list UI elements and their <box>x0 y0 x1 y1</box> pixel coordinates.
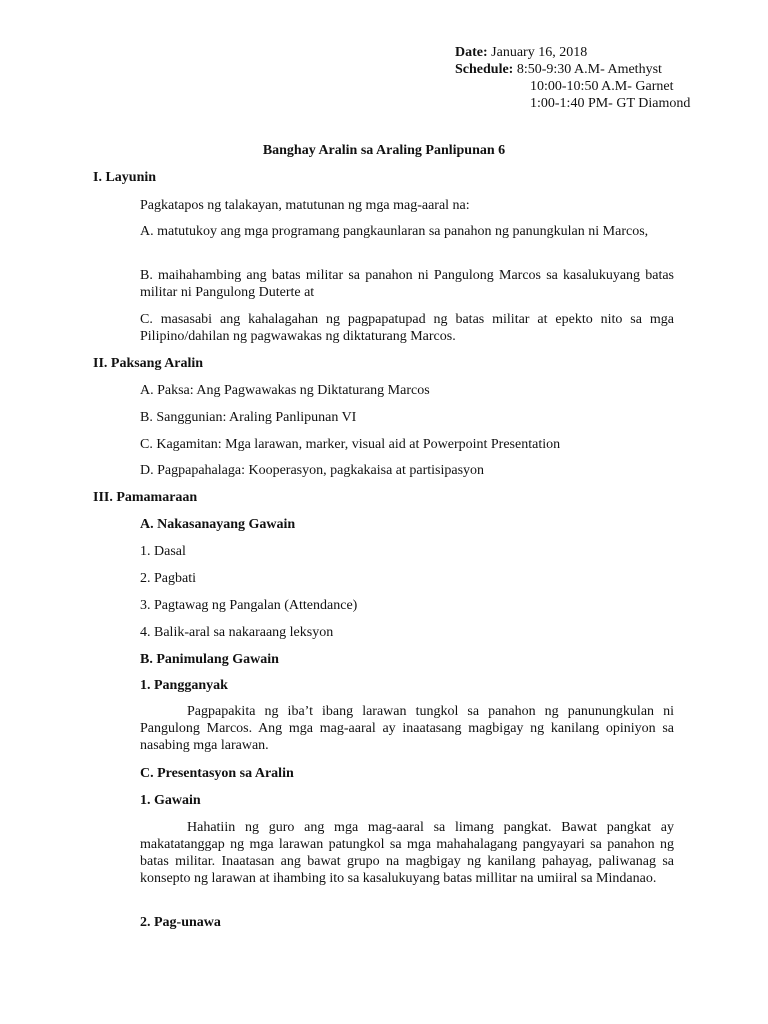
gawain-paragraph: Hahatiin ng guro ang mga mag-aaral sa limang pangkat. Bawat pangkat ay makatatanggap ng mga larawan patungkol sa mga mahahalagang pangyayari sa panahon ng batas militar. Inaatasan ang bawat grupo na magbigay ng kanilang pahayag, paliwanag sa konsepto ng larawan at ihambing ito sa kasalukuyang batas millitar na umiiral sa Mindanao. <box>140 820 674 886</box>
subheading-gawain: 1. Gawain <box>140 793 201 808</box>
layunin-item-b: B. maihahambing ang batas militar sa panahon ni Pangulong Marcos sa kasalukuyang batas militar ni Pangulong Duterte at <box>140 268 674 300</box>
section-heading-paksang-aralin: II. Paksang Aralin <box>93 356 204 371</box>
document-title: Banghay Aralin sa Araling Panlipunan 6 <box>262 143 506 158</box>
subheading-presentasyon: C. Presentasyon sa Aralin <box>140 766 294 781</box>
subheading-panimulang-gawain: B. Panimulang Gawain <box>140 652 279 667</box>
date-value: January 16, 2018 <box>491 45 588 60</box>
schedule-line-3: 1:00-1:40 PM- GT Diamond <box>530 96 691 111</box>
list-item: 4. Balik-aral sa nakaraang leksyon <box>140 625 334 640</box>
layunin-item-c: C. masasabi ang kahalagahan ng pagpapatupad ng batas militar at epekto nito sa mga Pilipino/dahilan ng pagwawakas ng diktaturang Marcos. <box>140 312 674 344</box>
date-label: Date: <box>455 45 488 60</box>
layunin-intro: Pagkatapos ng talakayan, matutunan ng mga mag-aaral na: <box>140 198 470 213</box>
subheading-nakasanayang-gawain: A. Nakasanayang Gawain <box>140 517 296 532</box>
pagpapahalaga-item: D. Pagpapahalaga: Kooperasyon, pagkakaisa at partisipasyon <box>140 463 485 478</box>
header-block <box>455 44 690 112</box>
subheading-pangganyak: 1. Pangganyak <box>140 678 228 693</box>
section-heading-pamamaraan: III. Pamamaraan <box>93 490 198 505</box>
list-item: 3. Pagtawag ng Pangalan (Attendance) <box>140 598 358 613</box>
pangganyak-paragraph: Pagpapakita ng iba’t ibang larawan tungkol sa panahon ng panunungkulan ni Pangulong Marcos. Ang mga mag-aaral ay inaatasang magbigay ng kanilang opiniyon sa nasabing mga larawan. <box>140 704 674 753</box>
sanggunian-item: B. Sanggunian: Araling Panlipunan VI <box>140 410 357 425</box>
paksa-item: A. Paksa: Ang Pagwawakas ng Diktaturang Marcos <box>140 383 430 398</box>
kagamitan-item: C. Kagamitan: Mga larawan, marker, visual aid at Powerpoint Presentation <box>140 437 561 452</box>
subheading-pag-unawa: 2. Pag-unawa <box>140 915 221 930</box>
list-item: 2. Pagbati <box>140 571 196 586</box>
schedule-label: Schedule: <box>455 62 514 77</box>
schedule-line-1: 8:50-9:30 A.M- Amethyst <box>516 62 662 77</box>
schedule-line-2: 10:00-10:50 A.M- Garnet <box>530 79 674 94</box>
section-heading-layunin: I. Layunin <box>93 170 157 185</box>
layunin-item-a: A. matutukoy ang mga programang pangkaunlaran sa panahon ng panungkulan ni Marcos, <box>140 224 649 239</box>
list-item: 1. Dasal <box>140 544 186 559</box>
